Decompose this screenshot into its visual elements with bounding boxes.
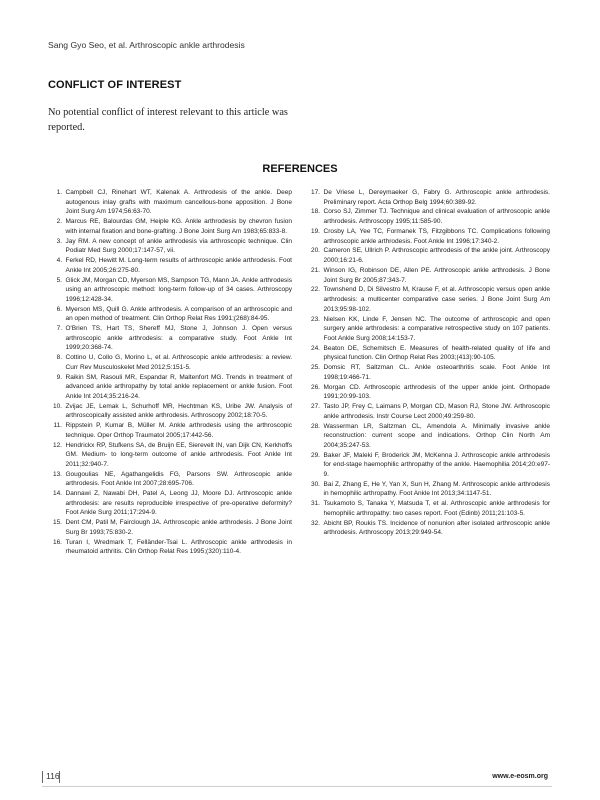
reference-number: 24. [310, 344, 320, 352]
reference-item [306, 188, 550, 207]
reference-item [48, 256, 292, 275]
reference-text: Nielsen KK, Linde F, Jensen NC. The outcome of arthroscopic and open surgery ankle arthrodesis: a comparative retrospective study on 107 patients. Foot Ankle Surg 2008;14:153-7. [323, 315, 550, 342]
conflict-body: No potential conflict of interest relevant to this article was reported. [48, 107, 288, 133]
reference-item [48, 421, 292, 440]
reference-text: O'Brien TS, Hart TS, Shereff MJ, Stone J, Johnson J. Open versus arthroscopic ankle arthrodesis: a comparative study. Foot Ankle Int 1999;20:368-74. [65, 325, 292, 352]
reference-text: Baker JF, Maleki F, Broderick JM, McKenna J. Arthroscopic ankle arthrodesis for end-stage haemophilic arthropathy of the ankle. Haemophilia 2014;20:e97-9. [323, 451, 550, 478]
reference-text: De Vriese L, Dereymaeker G, Fabry G. Arthroscopic ankle arthrodesis. Preliminary report. Acta Orthop Belg 1994;60:389-92. [323, 189, 550, 206]
reference-number: 16. [52, 538, 62, 546]
reference-text: Beaton DE, Schemitsch E. Measures of health-related quality of life and physical function. Clin Orthop Relat Res 2003;(413):90-105. [323, 344, 550, 362]
reference-number: 13. [52, 470, 62, 478]
reference-number: 6. [56, 305, 62, 313]
reference-number: 25. [310, 364, 320, 372]
reference-text: Dent CM, Patil M, Fairclough JA. Arthroscopic ankle arthrodesis. J Bone Joint Surg Br 1993;75:830-2. [65, 519, 292, 536]
reference-item [306, 499, 550, 518]
reference-number: 10. [52, 402, 62, 410]
reference-text: Glick JM, Morgan CD, Myerson MS, Sampson TG, Mann JA. Ankle arthrodesis using an arthroscopic method: long-term follow-up of 34 cases. Arthroscopy 1996;12:428-34. [65, 276, 292, 303]
reference-item [306, 315, 550, 344]
reference-text: Bai Z, Zhang E, He Y, Yan X, Sun H, Zhang M. Arthroscopic ankle arthrodesis in hemophilic arthropathy. Foot Ankle Int 2013;34:1147-51. [323, 480, 550, 498]
reference-number: 14. [52, 490, 62, 498]
reference-item [306, 402, 550, 421]
reference-number: 2. [56, 218, 62, 226]
reference-item [48, 470, 292, 489]
reference-text: Crosby LA, Yee TC, Formanek TS, Fitzgibbons TC. Complications following arthroscopic ankle arthrodesis. Foot Ankle Int 1996;17:340-2. [323, 227, 550, 245]
reference-text: Abicht BP, Roukis TS. Incidence of nonunion after isolated arthroscopic ankle arthrodesis. Arthroscopy 2013;29:949-54. [323, 519, 550, 537]
references-heading: REFERENCES [262, 163, 338, 175]
reference-text: Hendrickx RP, Stufkens SA, de Bruijn EE, Sierevelt IN, van Dijk CN, Kerkhoffs GM. Medium- to long-term outcome of ankle arthrodesis. Foot Ankle Int 2011;32:940-7. [65, 441, 292, 468]
reference-text: Winson IG, Robinson DE, Allen PE. Arthroscopic ankle arthrodesis. J Bone Joint Surg Br 2005;87:343-7. [323, 266, 550, 284]
reference-number: 9. [56, 373, 62, 381]
reference-number: 19. [310, 227, 320, 235]
reference-text: Townshend D, Di Silvestro M, Krause F, et al. Arthroscopic versus open ankle arthrodesis: a multicenter comparative case series. J Bone Joint Surg Am 2013;95:98-102. [323, 286, 550, 313]
reference-number: 18. [310, 208, 320, 216]
reference-number: 29. [310, 451, 320, 459]
reference-number: 22. [310, 286, 320, 294]
reference-number: 8. [56, 354, 62, 362]
reference-number: 20. [310, 247, 320, 255]
reference-item [48, 276, 292, 305]
footer-rule [42, 786, 552, 787]
reference-number: 30. [310, 480, 320, 488]
reference-text: Tasto JP, Frey C, Laimans P, Morgan CD, Mason RJ, Stone JW. Arthroscopic ankle arthrodesis. Instr Course Lect 2000;49:259-80. [323, 403, 550, 420]
reference-text: Cottino U, Collo G, Morino L, et al. Arthroscopic ankle arthrodesis: a review. Curr Rev Musculoskelet Med 2012;5:151-5. [65, 354, 292, 371]
reference-number: 28. [310, 422, 320, 430]
reference-item [48, 305, 292, 324]
reference-number: 17. [310, 189, 320, 196]
reference-text: Wasserman LR, Saltzman CL, Amendola A. Minimally invasive ankle reconstruction: current scope and indications. Orthop Clin North Am 2004;35:247-53. [323, 422, 550, 449]
reference-number: 12. [52, 441, 62, 449]
reference-item [306, 451, 550, 480]
reference-item [306, 227, 550, 246]
reference-item [306, 207, 550, 226]
reference-item [48, 324, 292, 353]
reference-number: 23. [310, 315, 320, 323]
references-left-column [48, 188, 292, 557]
reference-number: 27. [310, 403, 320, 411]
reference-text: Myerson MS, Quill G. Ankle arthrodesis. A comparison of an arthroscopic and an open method of treatment. Clin Orthop Relat Res 1991;(268):84-95. [65, 305, 292, 323]
reference-text: Turan I, Wredmark T, Felländer-Tsai L. Arthroscopic ankle arthrodesis in rheumatoid arthritis. Clin Orthop Relat Res 1995;(320):110-4. [65, 538, 292, 556]
reference-item [306, 383, 550, 402]
running-header: Sang Gyo Seo, et al. Arthroscopic ankle arthrodesis [48, 40, 245, 50]
reference-item [48, 402, 292, 421]
reference-item [48, 441, 292, 470]
reference-text: Corso SJ, Zimmer TJ. Technique and clinical evaluation of arthroscopic ankle arthrodesis. Arthroscopy 1995;11:585-90. [323, 208, 550, 226]
reference-text: Morgan CD. Arthroscopic arthrodesis of the upper ankle joint. Orthopade 1991;20:99-103. [323, 383, 550, 401]
reference-text: Marcus RE, Balourdas GM, Heiple KG. Ankle arthrodesis by chevron fusion with internal fixation and bone-grafting. J Bone Joint Surg Am 1983;65:833-8. [65, 218, 292, 235]
reference-item [306, 246, 550, 265]
journal-website: www.e-eosm.org [492, 773, 548, 780]
reference-number: 32. [310, 519, 320, 527]
reference-number: 1. [56, 189, 62, 196]
reference-text: Jay RM. A new concept of ankle arthrodesis via arthroscopic technique. Clin Podiatr Med Surg 2000;17:147-57, vii. [65, 237, 292, 255]
reference-number: 11. [53, 422, 62, 430]
reference-number: 7. [56, 325, 62, 333]
references-right-column [306, 188, 550, 538]
reference-number: 3. [56, 237, 62, 245]
reference-number: 21. [310, 266, 320, 274]
reference-text: Rippstein P, Kumar B, Müller M. Ankle arthrodesis using the arthroscopic technique. Oper Orthop Traumatol 2005;17:442-56. [65, 422, 292, 439]
reference-item [306, 266, 550, 285]
reference-item [306, 344, 550, 363]
reference-text: Raikin SM, Rasouli MR, Espandar R, Maltenfort MG. Trends in treatment of advanced ankle arthropathy by total ankle replacement or ankle fusion. Foot Ankle Int 2014;35:216-24. [65, 373, 292, 400]
reference-text: Campbell CJ, Rinehart WT, Kalenak A. Arthrodesis of the ankle. Deep autogenous inlay grafts with maximum cancellous-bone apposition. J Bone Joint Surg Am 1974;56:63-70. [65, 189, 292, 216]
reference-item [48, 188, 292, 217]
reference-number: 5. [56, 276, 62, 284]
page-number: 116 [46, 771, 60, 781]
reference-text: Ferkel RD, Hewitt M. Long-term results of arthroscopic ankle arthrodesis. Foot Ankle Int 2005;26:275-80. [65, 257, 292, 274]
reference-number: 15. [52, 519, 62, 527]
reference-item [48, 489, 292, 518]
reference-item [48, 217, 292, 236]
reference-text: Zvijac JE, Lemak L, Schurhoff MR, Hechtman KS, Uribe JW. Analysis of arthroscopically assisted ankle arthrodesis. Arthroscopy 2002;18:70-5. [65, 402, 292, 420]
reference-item [48, 518, 292, 537]
reference-text: Domsic RT, Saltzman CL. Ankle osteoarthritis scale. Foot Ankle Int 1998;19:466-71. [323, 364, 550, 381]
reference-text: Cameron SE, Ullrich P. Arthroscopic arthrodesis of the ankle joint. Arthroscopy 2000;16:21-6. [323, 247, 550, 265]
reference-number: 31. [310, 500, 320, 508]
reference-item [48, 538, 292, 557]
reference-item [48, 237, 292, 256]
reference-text: Tsukamoto S, Tanaka Y, Matsuda T, et al. Arthroscopic ankle arthrodesis for hemophilic arthropathy: two cases report. Foot (Edinb) 2011;21:103-5. [323, 500, 550, 517]
reference-text: Gougoulias NE, Agathangelidis FG, Parsons SW. Arthroscopic ankle arthrodesis. Foot Ankle Int 2007;28:695-706. [65, 470, 292, 488]
reference-text: Dannawi Z, Nawabi DH, Patel A, Leong JJ, Moore DJ. Arthroscopic ankle arthrodesis: are results reproducible irrespective of pre-operative deformity? Foot Ankle Surg 2011;17:294-9. [65, 490, 292, 517]
reference-item [306, 480, 550, 499]
reference-item [306, 285, 550, 314]
conflict-heading: CONFLICT OF INTEREST [48, 79, 182, 91]
reference-number: 26. [310, 383, 320, 391]
reference-item [306, 519, 550, 538]
reference-item [48, 353, 292, 372]
reference-item [306, 363, 550, 382]
reference-number: 4. [56, 257, 62, 265]
reference-item [48, 373, 292, 402]
reference-item [306, 422, 550, 451]
